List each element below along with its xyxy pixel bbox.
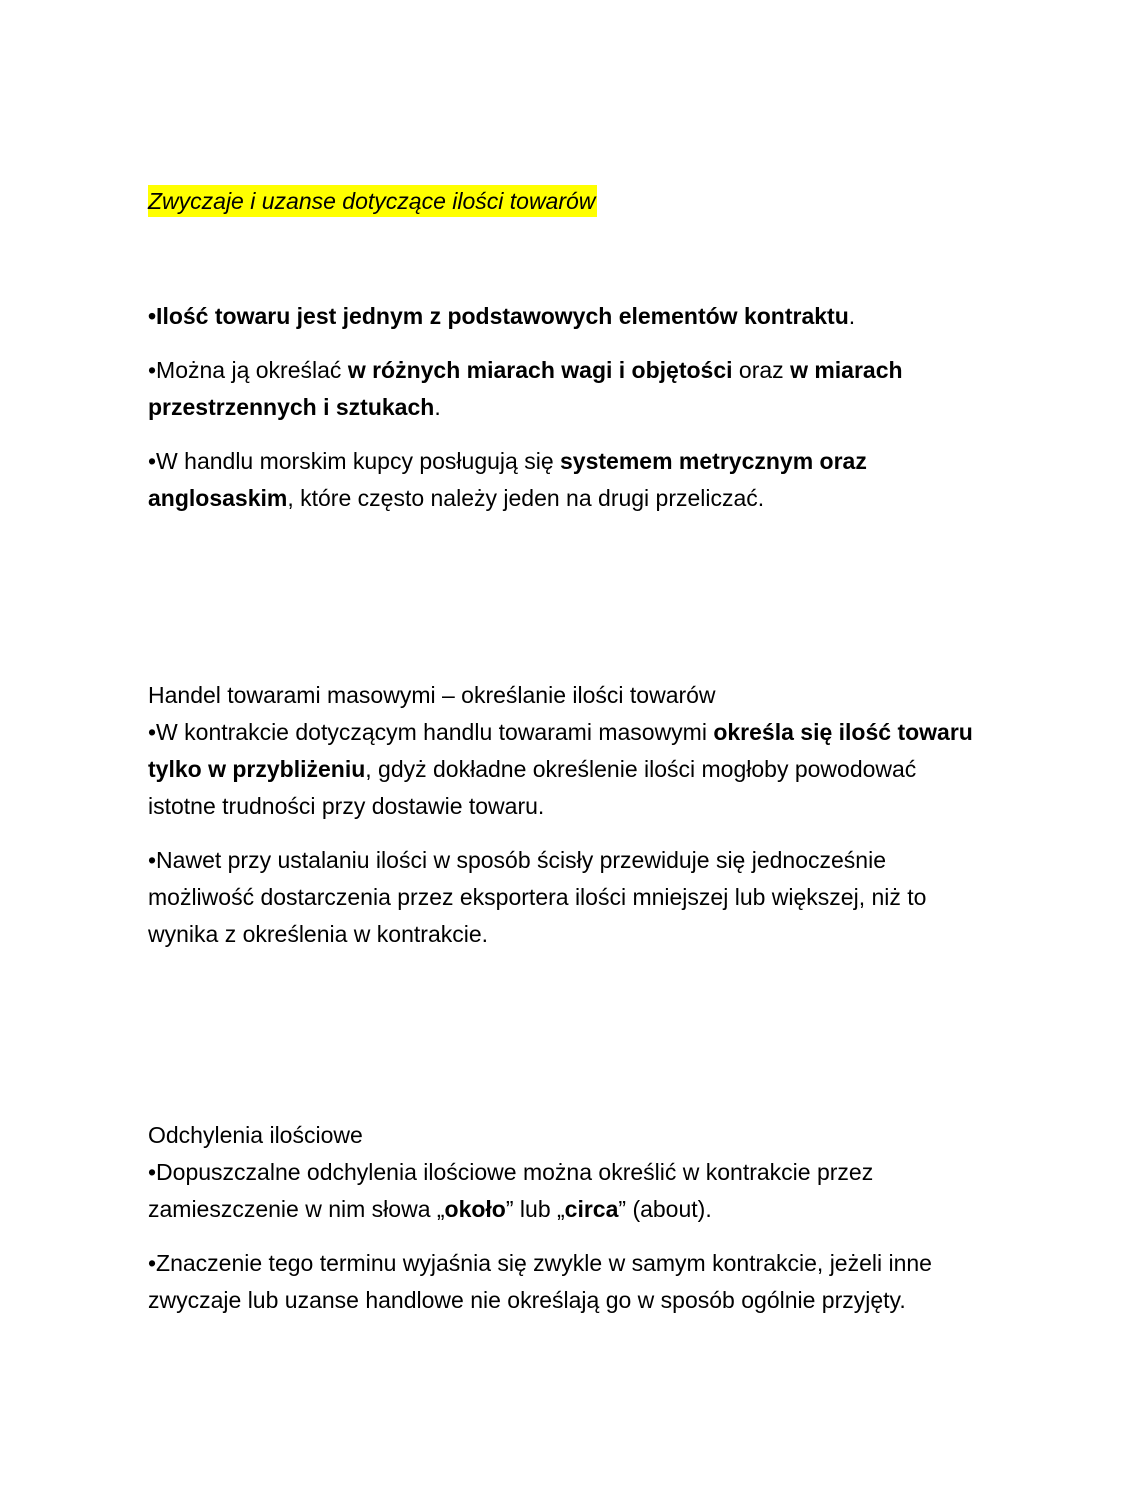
highlighted-heading: Zwyczaje i uzanse dotyczące ilości towarów bbox=[148, 185, 597, 217]
bold-run: •Ilość towaru jest jednym z podstawowych elementów kontraktu bbox=[148, 303, 849, 329]
text-run: , które często należy jeden na drugi przeliczać. bbox=[287, 485, 765, 511]
bold-run: circa bbox=[564, 1196, 619, 1222]
paragraph bbox=[148, 714, 978, 825]
text-run: •W handlu morskim kupcy posługują się bbox=[148, 448, 561, 474]
text-run: . bbox=[434, 394, 441, 420]
bold-run: około bbox=[444, 1196, 506, 1222]
section-quantity-basics bbox=[148, 298, 978, 517]
text-run: ” lub „ bbox=[505, 1196, 565, 1222]
paragraph bbox=[148, 842, 978, 953]
paragraph bbox=[148, 298, 978, 335]
section-title: Handel towarami masowymi – określanie ilości towarów bbox=[148, 682, 716, 708]
text-run: oraz bbox=[732, 357, 791, 383]
text-run: ” (about). bbox=[618, 1196, 712, 1222]
bold-run: w miarach przestrzennych i sztukach bbox=[148, 357, 903, 420]
bold-run: systemem metrycznym oraz anglosaskim bbox=[148, 448, 867, 511]
bold-run: w różnych miarach wagi i objętości bbox=[347, 357, 733, 383]
paragraph bbox=[148, 443, 978, 517]
paragraph bbox=[148, 1154, 978, 1228]
bold-run: określa się ilość towaru tylko w przybliżeniu bbox=[148, 719, 973, 782]
text-run: •Można ją określać bbox=[148, 357, 348, 383]
paragraph bbox=[148, 352, 978, 426]
section-bulk-goods bbox=[148, 677, 978, 953]
section-title: Odchylenia ilościowe bbox=[148, 1122, 363, 1148]
text-run: •W kontrakcie dotyczącym handlu towarami masowymi bbox=[148, 719, 714, 745]
text-run: •Nawet przy ustalaniu ilości w sposób ścisły przewiduje się jednocześnie możliwość dostarczenia przez eksportera ilości mniejszej lub większej, niż to wynika z określenia w kontrakcie. bbox=[148, 847, 927, 947]
section-quantity-deviations bbox=[148, 1117, 978, 1319]
paragraph bbox=[148, 1245, 978, 1319]
text-run: •Dopuszczalne odchylenia ilościowe można określić w kontrakcie przez zamieszczenie w nim słowa „ bbox=[148, 1159, 874, 1222]
text-run: , gdyż dokładne określenie ilości mogłoby powodować istotne trudności przy dostawie towaru. bbox=[148, 756, 917, 819]
text-run: •Znaczenie tego terminu wyjaśnia się zwykle w samym kontrakcie, jeżeli inne zwyczaje lub uzanse handlowe nie określają go w sposób ogólnie przyjęty. bbox=[148, 1250, 932, 1313]
text-run: . bbox=[848, 303, 856, 329]
